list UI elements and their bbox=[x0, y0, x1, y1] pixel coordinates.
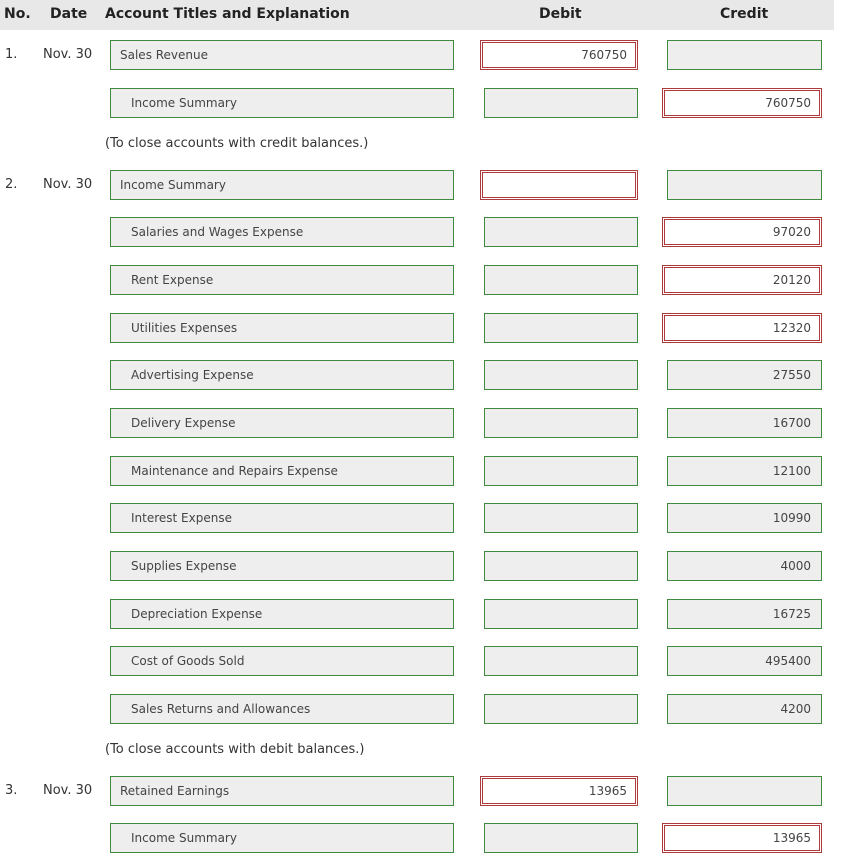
entry-number: 1. bbox=[5, 47, 18, 62]
credit-field[interactable]: 27550 bbox=[667, 360, 822, 390]
credit-field[interactable]: 495400 bbox=[667, 646, 822, 676]
account-field[interactable]: Sales Returns and Allowances bbox=[110, 694, 454, 724]
credit-field[interactable]: 12320 bbox=[662, 313, 822, 343]
entry-number: 2. bbox=[5, 177, 18, 192]
account-field[interactable]: Delivery Expense bbox=[110, 408, 454, 438]
account-field[interactable]: Supplies Expense bbox=[110, 551, 454, 581]
header-credit: Credit bbox=[720, 6, 769, 22]
credit-field[interactable]: 20120 bbox=[662, 265, 822, 295]
entry-date: Nov. 30 bbox=[43, 177, 93, 192]
credit-field[interactable]: 4200 bbox=[667, 694, 822, 724]
account-field[interactable]: Income Summary bbox=[110, 88, 454, 118]
account-field[interactable]: Sales Revenue bbox=[110, 40, 454, 70]
debit-field[interactable] bbox=[480, 170, 638, 200]
credit-field[interactable]: 12100 bbox=[667, 456, 822, 486]
credit-field[interactable]: 97020 bbox=[662, 217, 822, 247]
debit-field[interactable] bbox=[484, 456, 638, 486]
account-field[interactable]: Advertising Expense bbox=[110, 360, 454, 390]
entry-number: 3. bbox=[5, 783, 18, 798]
account-field[interactable]: Depreciation Expense bbox=[110, 599, 454, 629]
account-field[interactable]: Retained Earnings bbox=[110, 776, 454, 806]
credit-field[interactable]: 4000 bbox=[667, 551, 822, 581]
debit-field[interactable] bbox=[484, 88, 638, 118]
credit-field[interactable] bbox=[667, 170, 822, 200]
account-field[interactable]: Cost of Goods Sold bbox=[110, 646, 454, 676]
debit-field[interactable] bbox=[484, 313, 638, 343]
debit-field[interactable] bbox=[484, 408, 638, 438]
account-field[interactable]: Utilities Expenses bbox=[110, 313, 454, 343]
header-debit: Debit bbox=[539, 6, 582, 22]
entry-date: Nov. 30 bbox=[43, 783, 93, 798]
credit-field[interactable]: 16725 bbox=[667, 599, 822, 629]
debit-field[interactable] bbox=[484, 599, 638, 629]
debit-field[interactable]: 13965 bbox=[480, 776, 638, 806]
account-field[interactable]: Income Summary bbox=[110, 170, 454, 200]
account-field[interactable]: Maintenance and Repairs Expense bbox=[110, 456, 454, 486]
debit-field[interactable] bbox=[484, 646, 638, 676]
debit-field[interactable] bbox=[484, 360, 638, 390]
credit-field[interactable]: 760750 bbox=[662, 88, 822, 118]
debit-field[interactable] bbox=[484, 694, 638, 724]
account-field[interactable]: Salaries and Wages Expense bbox=[110, 217, 454, 247]
debit-field[interactable] bbox=[484, 265, 638, 295]
header-account: Account Titles and Explanation bbox=[105, 6, 350, 22]
credit-field[interactable]: 10990 bbox=[667, 503, 822, 533]
credit-field[interactable]: 13965 bbox=[662, 823, 822, 853]
account-field[interactable]: Interest Expense bbox=[110, 503, 454, 533]
header-no: No. bbox=[4, 6, 31, 22]
debit-field[interactable] bbox=[484, 551, 638, 581]
credit-field[interactable] bbox=[667, 776, 822, 806]
debit-field[interactable]: 760750 bbox=[480, 40, 638, 70]
entry-date: Nov. 30 bbox=[43, 47, 93, 62]
account-field[interactable]: Income Summary bbox=[110, 823, 454, 853]
entry-explanation: (To close accounts with debit balances.) bbox=[105, 742, 365, 757]
debit-field[interactable] bbox=[484, 217, 638, 247]
credit-field[interactable] bbox=[667, 40, 822, 70]
table-header bbox=[0, 0, 834, 30]
credit-field[interactable]: 16700 bbox=[667, 408, 822, 438]
header-date: Date bbox=[50, 6, 88, 22]
account-field[interactable]: Rent Expense bbox=[110, 265, 454, 295]
entry-explanation: (To close accounts with credit balances.) bbox=[105, 136, 369, 151]
debit-field[interactable] bbox=[484, 503, 638, 533]
